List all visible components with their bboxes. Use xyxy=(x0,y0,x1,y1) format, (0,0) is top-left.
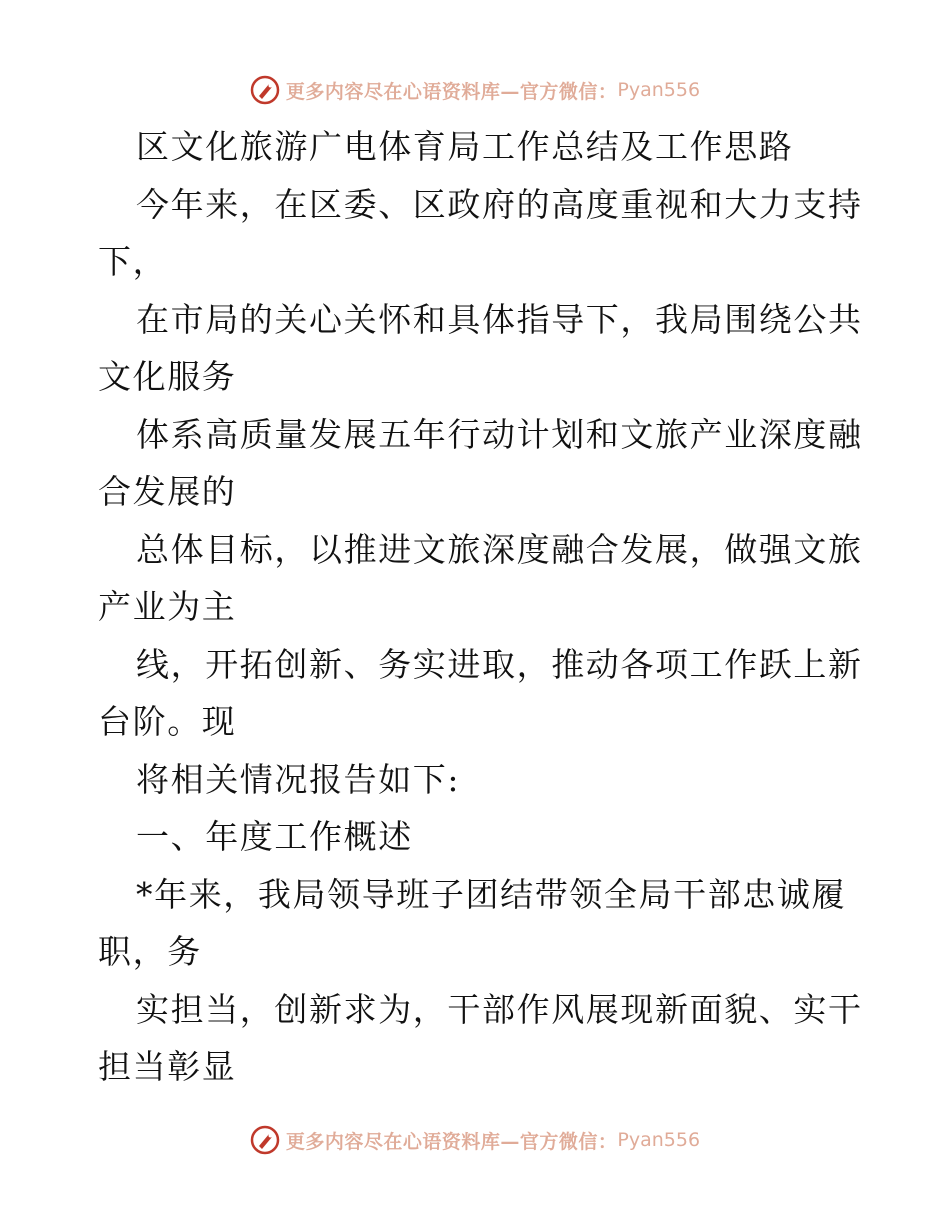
paragraph-line: 一、年度工作概述 xyxy=(136,817,413,856)
paragraph-line: *年来，我局领导班子团结带领全局干部忠诚履 xyxy=(136,874,847,914)
paragraph-line: 在市局的关心关怀和具体指导下，我局围绕公共 xyxy=(136,299,863,339)
paragraph-continuation-line: 职，务 xyxy=(98,932,202,971)
pen-nib-icon xyxy=(250,75,280,105)
paragraph-continuation-line: 台阶。现 xyxy=(98,702,237,741)
paragraph-continuation-line: 文化服务 xyxy=(98,357,237,396)
paragraph-line: 线，开拓创新、务实进取，推动各项工作跃上新 xyxy=(136,644,863,684)
paragraph-continuation-line: 合发展的 xyxy=(98,472,237,511)
watermark-footer xyxy=(0,1122,950,1158)
document-body xyxy=(98,118,863,1096)
paragraph-line: 今年来，在区委、区政府的高度重视和大力支持 xyxy=(136,184,863,224)
pen-nib-icon xyxy=(250,1125,280,1155)
paragraph-line: 体系高质量发展五年行动计划和文旅产业深度融 xyxy=(136,414,863,454)
watermark-wechat-id: Pyan556 xyxy=(617,79,701,101)
watermark-wechat-id: Pyan556 xyxy=(617,1129,701,1151)
watermark-text: 更多内容尽在心语资料库—官方微信： xyxy=(285,80,618,103)
paragraph-line: 将相关情况报告如下: xyxy=(136,759,461,799)
paragraph-line: 总体目标，以推进文旅深度融合发展，做强文旅 xyxy=(136,529,863,569)
paragraph-line: 区文化旅游广电体育局工作总结及工作思路 xyxy=(136,127,794,166)
paragraph-continuation-line: 产业为主 xyxy=(98,587,237,626)
watermark-text: 更多内容尽在心语资料库—官方微信： xyxy=(285,1130,618,1153)
paragraph-line: 实担当，创新求为，干部作风展现新面貌、实干 xyxy=(136,989,863,1029)
paragraph-continuation-line: 担当彰显 xyxy=(98,1047,237,1086)
watermark-header xyxy=(0,72,950,108)
paragraph-continuation-line: 下， xyxy=(98,242,168,281)
